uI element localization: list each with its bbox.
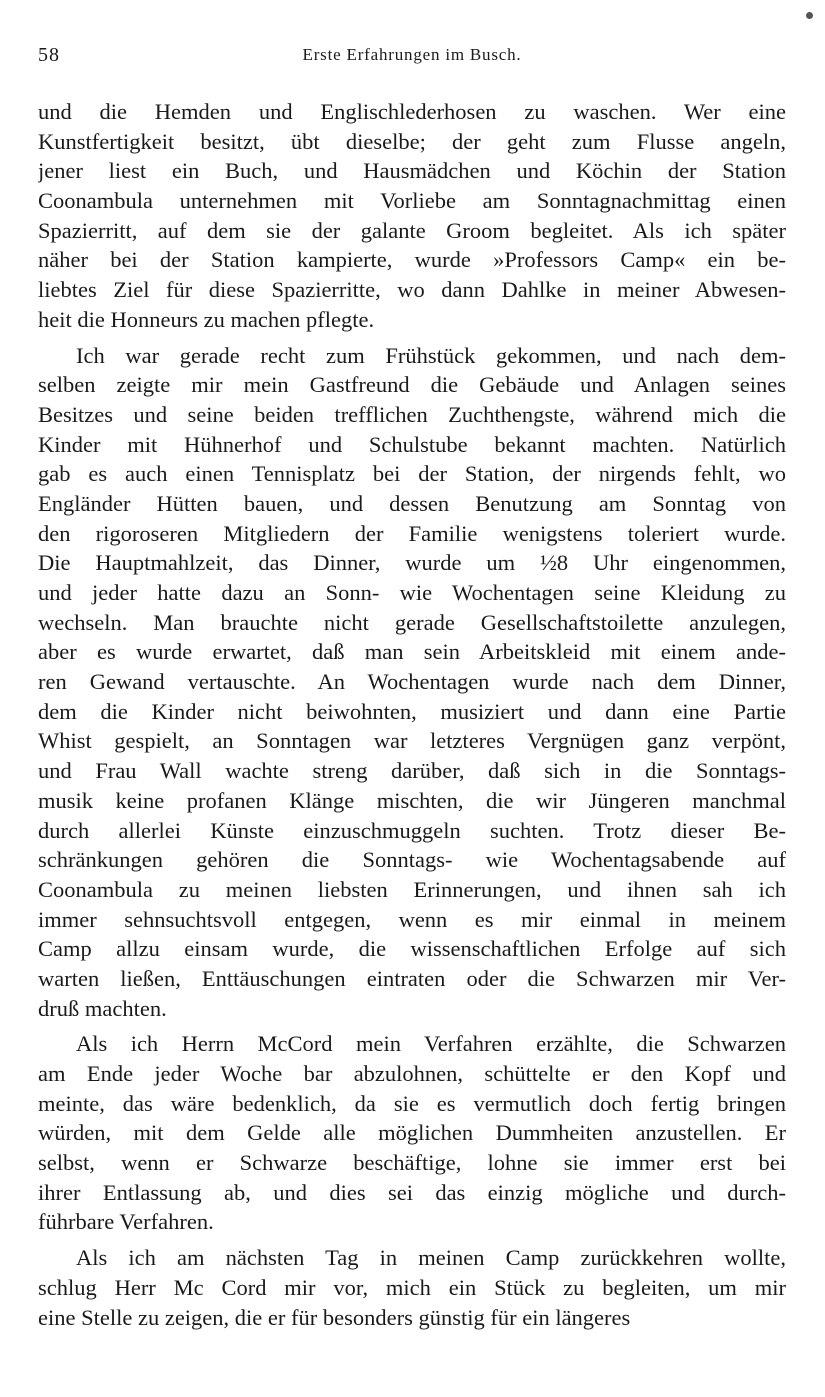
running-head: Erste Erfahrungen im Busch. (302, 45, 522, 64)
paragraph (38, 341, 786, 1024)
text-line: Als ich am nächsten Tag in meinen Camp zurückkehren wollte, (76, 1245, 786, 1271)
paragraph (38, 97, 786, 335)
page-header (38, 40, 786, 70)
text-line: druß machten. (38, 995, 167, 1021)
paragraph (38, 1243, 786, 1332)
text-line: wechseln. Man brauchte nicht gerade Gesellschaftstoilette anzulegen, (38, 609, 786, 635)
text-line: durch allerlei Künste einzuschmuggeln suchten. Trotz dieser Be- (38, 817, 786, 843)
text-line: würden, mit dem Gelde alle möglichen Dummheiten anzustellen. Er (38, 1120, 786, 1146)
text-line: meinte, das wäre bedenklich, da sie es vermutlich doch fertig bringen (38, 1090, 786, 1116)
text-line: selbst, wenn er Schwarze beschäftige, lohne sie immer erst bei (38, 1150, 786, 1176)
text-line: und Frau Wall wachte streng darüber, daß sich in die Sonntags- (38, 758, 786, 784)
text-line: näher bei der Station kampierte, wurde »Professors Camp« ein be- (38, 247, 786, 273)
text-line: Coonambula unternehmen mit Vorliebe am Sonntagnachmittag einen (38, 188, 786, 214)
text-line: selben zeigte mir mein Gastfreund die Gebäude und Anlagen seines (38, 372, 786, 398)
text-line: Spazierritt, auf dem sie der galante Groom begleitet. Als ich später (38, 217, 786, 243)
text-line: dem die Kinder nicht beiwohnten, musiziert und dann eine Partie (38, 698, 786, 724)
text-line: Engländer Hütten bauen, und dessen Benutzung am Sonntag von (38, 490, 786, 516)
text-line: warten ließen, Enttäuschungen eintraten oder die Schwarzen mir Ver- (38, 965, 786, 991)
text-line: eine Stelle zu zeigen, die er für besonders günstig für ein längeres (38, 1304, 631, 1330)
text-line: den rigoroseren Mitgliedern der Familie wenigstens toleriert wurde. (38, 520, 786, 546)
text-line: immer sehnsuchtsvoll entgegen, wenn es mir einmal in meinem (38, 906, 786, 932)
text-line: schränkungen gehören die Sonntags- wie Wochentagsabende auf (38, 847, 786, 873)
text-line: führbare Verfahren. (38, 1209, 214, 1235)
text-line: und jeder hatte dazu an Sonn- wie Wochentagen seine Kleidung zu (38, 580, 786, 605)
text-line: schlug Herr Mc Cord mir vor, mich ein Stück zu begleiten, um mir (38, 1274, 786, 1300)
text-line: Kunstfertigkeit besitzt, übt dieselbe; der geht zum Flusse angeln, (38, 128, 786, 154)
print-speck (806, 12, 813, 19)
text-line: und die Hemden und Englischlederhosen zu waschen. Wer eine (38, 99, 786, 124)
text-line: Ich war gerade recht zum Frühstück gekommen, und nach dem- (76, 342, 786, 368)
text-line: jener liest ein Buch, und Hausmädchen und Köchin der Station (38, 158, 786, 184)
text-line: Whist gespielt, an Sonntagen war letzteres Vergnügen ganz verpönt, (38, 728, 786, 754)
text-line: liebtes Ziel für diese Spazierritte, wo dann Dahlke in meiner Abwesen- (38, 277, 786, 303)
text-line: Besitzes und seine beiden trefflichen Zuchthengste, während mich die (38, 401, 786, 427)
text-line: musik keine profanen Klänge mischten, die wir Jüngeren manchmal (38, 787, 786, 813)
text-line: Kinder mit Hühnerhof und Schulstube bekannt machten. Natürlich (38, 431, 786, 457)
text-line: Als ich Herrn McCord mein Verfahren erzählte, die Schwarzen (76, 1031, 786, 1057)
text-line: Coonambula zu meinen liebsten Erinnerungen, und ihnen sah ich (38, 876, 786, 902)
text-line: am Ende jeder Woche bar abzulohnen, schüttelte er den Kopf und (38, 1061, 786, 1086)
body-text (38, 97, 786, 1332)
text-line: heit die Honneurs zu machen pflegte. (38, 306, 375, 332)
text-line: Die Hauptmahlzeit, das Dinner, wurde um ½8 Uhr eingenommen, (38, 550, 786, 576)
text-line: gab es auch einen Tennisplatz bei der Station, der nirgends fehlt, wo (38, 461, 786, 487)
text-line: ihrer Entlassung ab, und dies sei das einzig mögliche und durch- (38, 1179, 786, 1205)
page-number: 58 (38, 44, 60, 66)
paragraph (38, 1029, 786, 1237)
text-line: ren Gewand vertauschte. An Wochentagen wurde nach dem Dinner, (38, 669, 786, 695)
text-line: aber es wurde erwartet, daß man sein Arbeitskleid mit einem ande- (38, 639, 786, 665)
text-line: Camp allzu einsam wurde, die wissenschaftlichen Erfolge auf sich (38, 936, 786, 962)
